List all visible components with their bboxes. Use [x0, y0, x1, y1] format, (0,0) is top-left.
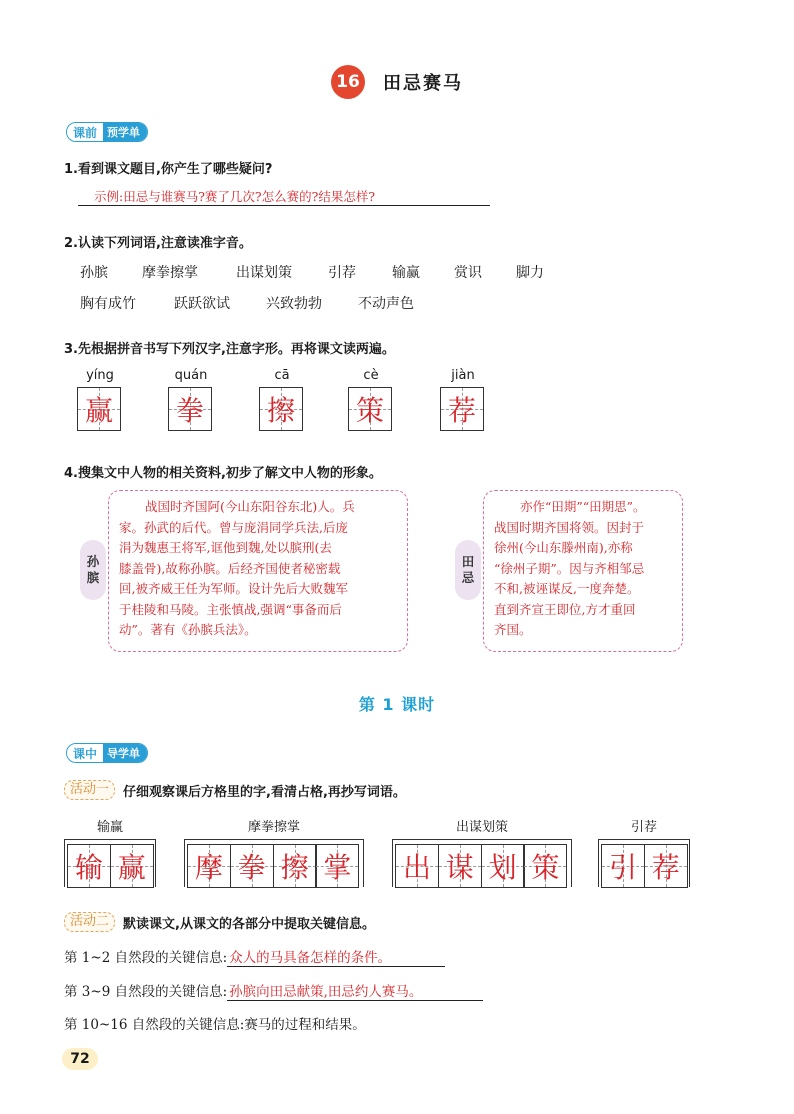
copy-group-label: 引荐	[630, 820, 657, 835]
bio-line: 于桂陵和马陵。主张慎战,强调“事备而后	[119, 601, 342, 617]
pinyin-item	[77, 368, 123, 431]
written-char: 谋	[445, 851, 474, 884]
person-tag-tianji	[455, 540, 481, 600]
pinyin-label: jiàn	[451, 368, 475, 383]
page-number: 72	[62, 1048, 98, 1070]
word: 孙膑	[80, 265, 108, 281]
writing-grid-cell	[601, 844, 645, 888]
activity-2-text: 默读课文,从课文的各部分中提取关键信息。	[123, 916, 375, 932]
word: 输赢	[392, 265, 420, 281]
written-char: 荐	[651, 851, 680, 884]
badge-mid-part-a: 课中	[67, 744, 103, 762]
copy-group-grid	[392, 839, 572, 887]
written-char: 赢	[117, 851, 146, 884]
question-3: 3.先根据拼音书写下列汉字,注意字形。再将课文读两遍。	[64, 342, 395, 357]
writing-grid-cell	[523, 844, 567, 888]
answer-line-1	[78, 184, 490, 206]
key-info-row	[64, 980, 483, 1001]
copy-group	[64, 816, 156, 887]
key-info-prefix: 第 3~9 自然段的关键信息:	[64, 984, 228, 1000]
activity-1-tag: 活动一	[64, 780, 115, 800]
writing-grid-cell	[259, 387, 303, 431]
writing-grid-cell	[438, 844, 482, 888]
bio-line: 战国时期齐国将领。因封于	[494, 519, 645, 535]
person-tag-sunbin	[80, 540, 106, 600]
written-char: 拳	[175, 394, 204, 427]
word: 引荐	[328, 265, 356, 281]
writing-grid-cell	[77, 387, 121, 431]
key-info-row	[64, 1013, 366, 1033]
writing-grid-cell	[440, 387, 484, 431]
tag-char: 膑	[86, 570, 100, 585]
written-char: 拳	[237, 851, 266, 884]
badge-pre-part-a: 课前	[67, 123, 103, 141]
written-char: 赢	[84, 394, 113, 427]
key-info-answer: 孙膑向田忌献策,田忌约人赛马。	[227, 980, 483, 1001]
word: 脚力	[516, 265, 544, 281]
pinyin-item	[348, 368, 394, 431]
bio-line: 不和,被诬谋反,一度奔楚。	[494, 581, 640, 596]
written-char: 荐	[447, 394, 476, 427]
section-badge-mid	[66, 743, 148, 763]
copy-group	[184, 816, 364, 887]
key-info-answer: 赛马的过程和结果。	[244, 1017, 366, 1033]
writing-grid-cell	[230, 844, 274, 888]
bio-line: 动”。著有《孙膑兵法》。	[119, 622, 257, 637]
writing-grid-cell	[67, 844, 111, 888]
written-char: 输	[74, 851, 103, 884]
writing-grid-cell	[481, 844, 525, 888]
bio-line: 膝盖骨),故称孙膑。后经齐国使者秘密载	[119, 560, 341, 576]
section-badge-pre	[66, 122, 148, 142]
writing-grid-cell	[315, 844, 359, 888]
question-4: 4.搜集文中人物的相关资料,初步了解文中人物的形象。	[64, 466, 382, 481]
answer-1: 示例:田忌与谁赛马?赛了几次?怎么赛的?结果怎样?	[94, 189, 376, 204]
pinyin-item	[259, 368, 305, 431]
tag-char: 田	[461, 554, 475, 569]
writing-grid-cell	[644, 844, 688, 888]
pinyin-item	[168, 368, 214, 431]
word: 出谋划策	[236, 265, 292, 281]
tag-char: 忌	[461, 570, 475, 585]
bio-line: 亦作“田期”“田期思”。	[520, 499, 646, 514]
written-char: 策	[531, 851, 560, 884]
copy-group-label: 输赢	[96, 820, 123, 835]
bio-line: 涓为魏惠王将军,诓他到魏,处以膑刑(去	[119, 540, 332, 555]
writing-grid-cell	[348, 387, 392, 431]
bio-line: 齐国。	[494, 622, 532, 637]
activity-1-header	[64, 780, 406, 800]
pinyin-label: cè	[363, 368, 379, 383]
written-char: 摩	[194, 851, 223, 884]
bio-line: 家。孙武的后代。曾与庞涓同学兵法,后庞	[119, 519, 348, 535]
copy-group-label: 摩拳擦掌	[247, 820, 300, 835]
bio-box-tianji	[483, 490, 683, 652]
writing-grid-cell	[273, 844, 317, 888]
written-char: 引	[608, 851, 637, 884]
word: 摩拳擦掌	[142, 265, 198, 281]
question-2: 2.认读下列词语,注意读准字音。	[64, 236, 252, 251]
key-info-answer: 众人的马具备怎样的条件。	[227, 946, 445, 967]
written-char: 划	[488, 851, 517, 884]
word: 兴致勃勃	[266, 296, 322, 312]
lesson-number-badge: 16	[331, 65, 365, 99]
copy-group-label: 出谋划策	[455, 820, 508, 835]
bio-line: “徐州子期”。因与齐相邹忌	[494, 560, 645, 576]
written-char: 擦	[266, 394, 295, 427]
period-title: 第 1 课时	[358, 695, 436, 714]
bio-line: 徐州(今山东滕州南),亦称	[494, 540, 633, 555]
badge-mid-part-b: 导学单	[103, 744, 147, 762]
activity-1-text: 仔细观察课后方格里的字,看清占格,再抄写词语。	[123, 784, 406, 800]
bio-line: 直到齐宣王即位,方才重回	[494, 601, 636, 617]
lesson-header	[0, 66, 794, 98]
badge-pre-part-b: 预学单	[103, 123, 147, 141]
writing-grid-cell	[187, 844, 231, 888]
word: 赏识	[454, 265, 482, 281]
pinyin-label: yíng	[86, 368, 114, 383]
written-char: 策	[355, 394, 384, 427]
key-info-prefix: 第 10~16 自然段的关键信息:	[64, 1017, 245, 1033]
word-row-2	[80, 293, 450, 313]
pinyin-label: quán	[174, 368, 208, 383]
key-info-row	[64, 946, 445, 967]
activity-2-header	[64, 912, 375, 932]
bio-line: 回,被齐威王任为军师。设计先后大败魏军	[119, 581, 348, 596]
activity-2-tag: 活动二	[64, 912, 115, 932]
writing-grid-cell	[395, 844, 439, 888]
copy-group-grid	[598, 839, 690, 887]
written-char: 擦	[280, 851, 309, 884]
pinyin-item	[440, 368, 486, 431]
copy-group-grid	[64, 839, 156, 887]
word: 不动声色	[358, 296, 414, 312]
writing-grid-cell	[110, 844, 154, 888]
tag-char: 孙	[86, 554, 100, 569]
word: 跃跃欲试	[174, 296, 230, 312]
written-char: 掌	[323, 851, 352, 884]
copy-group	[392, 816, 572, 887]
copy-group	[598, 816, 690, 887]
word-row-1	[80, 262, 578, 282]
lesson-title: 田忌赛马	[383, 73, 463, 94]
bio-line: 战国时齐国阿(今山东阳谷东北)人。兵	[145, 499, 355, 514]
pinyin-label: cā	[274, 368, 290, 383]
question-1: 1.看到课文题目,你产生了哪些疑问?	[64, 162, 273, 177]
copy-group-grid	[184, 839, 364, 887]
key-info-prefix: 第 1~2 自然段的关键信息:	[64, 950, 228, 966]
writing-grid-cell	[168, 387, 212, 431]
bio-box-sunbin	[108, 490, 408, 652]
written-char: 出	[402, 851, 431, 884]
word: 胸有成竹	[80, 296, 136, 312]
